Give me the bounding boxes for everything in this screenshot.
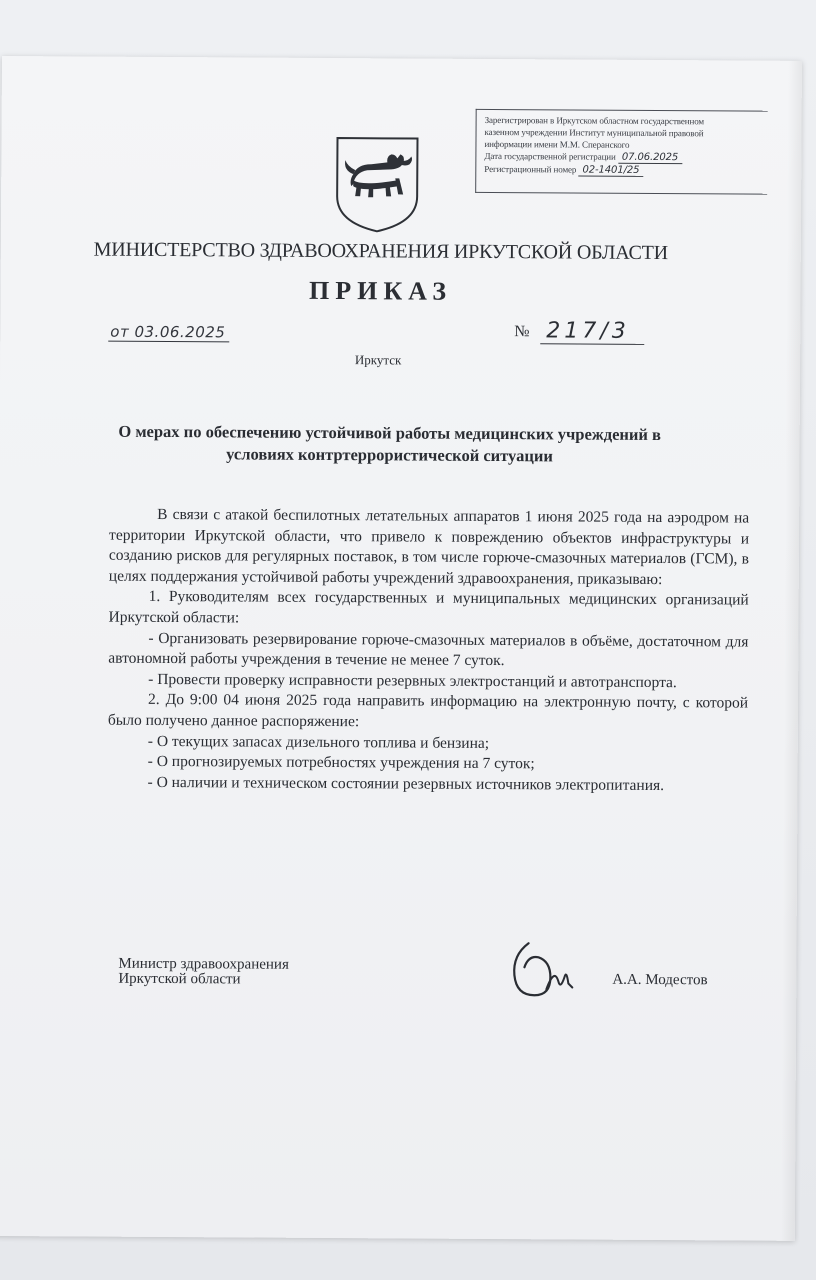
- order-number: 217/3: [540, 318, 644, 345]
- item-1-sub-a: - Организовать резервирование горюче-смазочных материалов в объёме, достаточном для автономной работы учреждения в течение не менее 7 суток.: [108, 629, 749, 670]
- registration-stamp: [475, 109, 768, 195]
- signer-position: [118, 957, 289, 988]
- signer-name: А.А. Модестов: [612, 971, 708, 989]
- item-2-sub-c: - О наличии и техническом состоянии резервных источников электропитания.: [147, 773, 665, 794]
- order-date: от 03.06.2025: [108, 323, 229, 343]
- document-page: [0, 56, 802, 1241]
- coat-of-arms-icon: [331, 134, 424, 235]
- stamp-number-value: 02-1401/25: [578, 165, 643, 177]
- signer-position-line-1: Министр здравоохранения: [118, 955, 289, 973]
- item-2-sub-a: - О текущих запасах дизельного топлива и бензина;: [147, 732, 490, 752]
- order-title: О мерах по обеспечению устойчивой работы медицинских учреждений в условиях контртеррористической ситуации: [118, 421, 662, 466]
- item-2: 2. До 9:00 04 июня 2025 года направить информацию на электронную почту, с которой было получено данное распоряжение:: [107, 691, 749, 731]
- item-1-sub-b: - Провести проверку исправности резервных электростанций и автотранспорта.: [148, 670, 677, 691]
- signer-position-line-2: Иркутской области: [118, 970, 241, 988]
- handwritten-signature: [506, 937, 582, 1003]
- ministry-heading: МИНИСТЕРСТВО ЗДРАВООХРАНЕНИЯ ИРКУТСКОЙ ОБЛАСТИ: [93, 238, 669, 265]
- stamp-number-label: Регистрационный номер: [484, 163, 577, 175]
- stamp-date-label: Дата государственной регистрации: [484, 150, 616, 162]
- stamp-line-3: информации имени М.М. Сперанского: [484, 138, 630, 150]
- paper-edge-shadow: [781, 61, 802, 1241]
- order-body: [108, 505, 750, 797]
- item-2-sub-b: - О прогнозируемых потребностях учреждения на 7 суток;: [147, 753, 535, 773]
- item-1: 1. Руководителям всех государственных и муниципальных медицинских организаций Иркутской области:: [108, 588, 749, 627]
- stamp-date-value: 07.06.2025: [618, 152, 682, 164]
- document-type-heading: ПРИКАЗ: [308, 275, 453, 306]
- intro-paragraph: В связи с атакой беспилотных летательных аппаратов 1 июня 2025 года на аэродром на территории Иркутской области, что привело к повреждению объектов инфраструктуры и созданию рисков для регулярных поставок, в том числе горюче-смазочных материалов (ГСМ), в целях поддержания устойчивой работы учреждений здравоохранения, приказываю:: [108, 505, 750, 588]
- stamp-line-2: казенном учреждении Институт муниципальной правовой: [484, 126, 704, 139]
- stamp-number-row: [484, 163, 767, 178]
- stamp-line-1: Зарегистрирован в Иркутском областном государственном: [484, 114, 705, 127]
- order-number-sign: №: [514, 323, 530, 341]
- city-name: Иркутск: [354, 352, 402, 368]
